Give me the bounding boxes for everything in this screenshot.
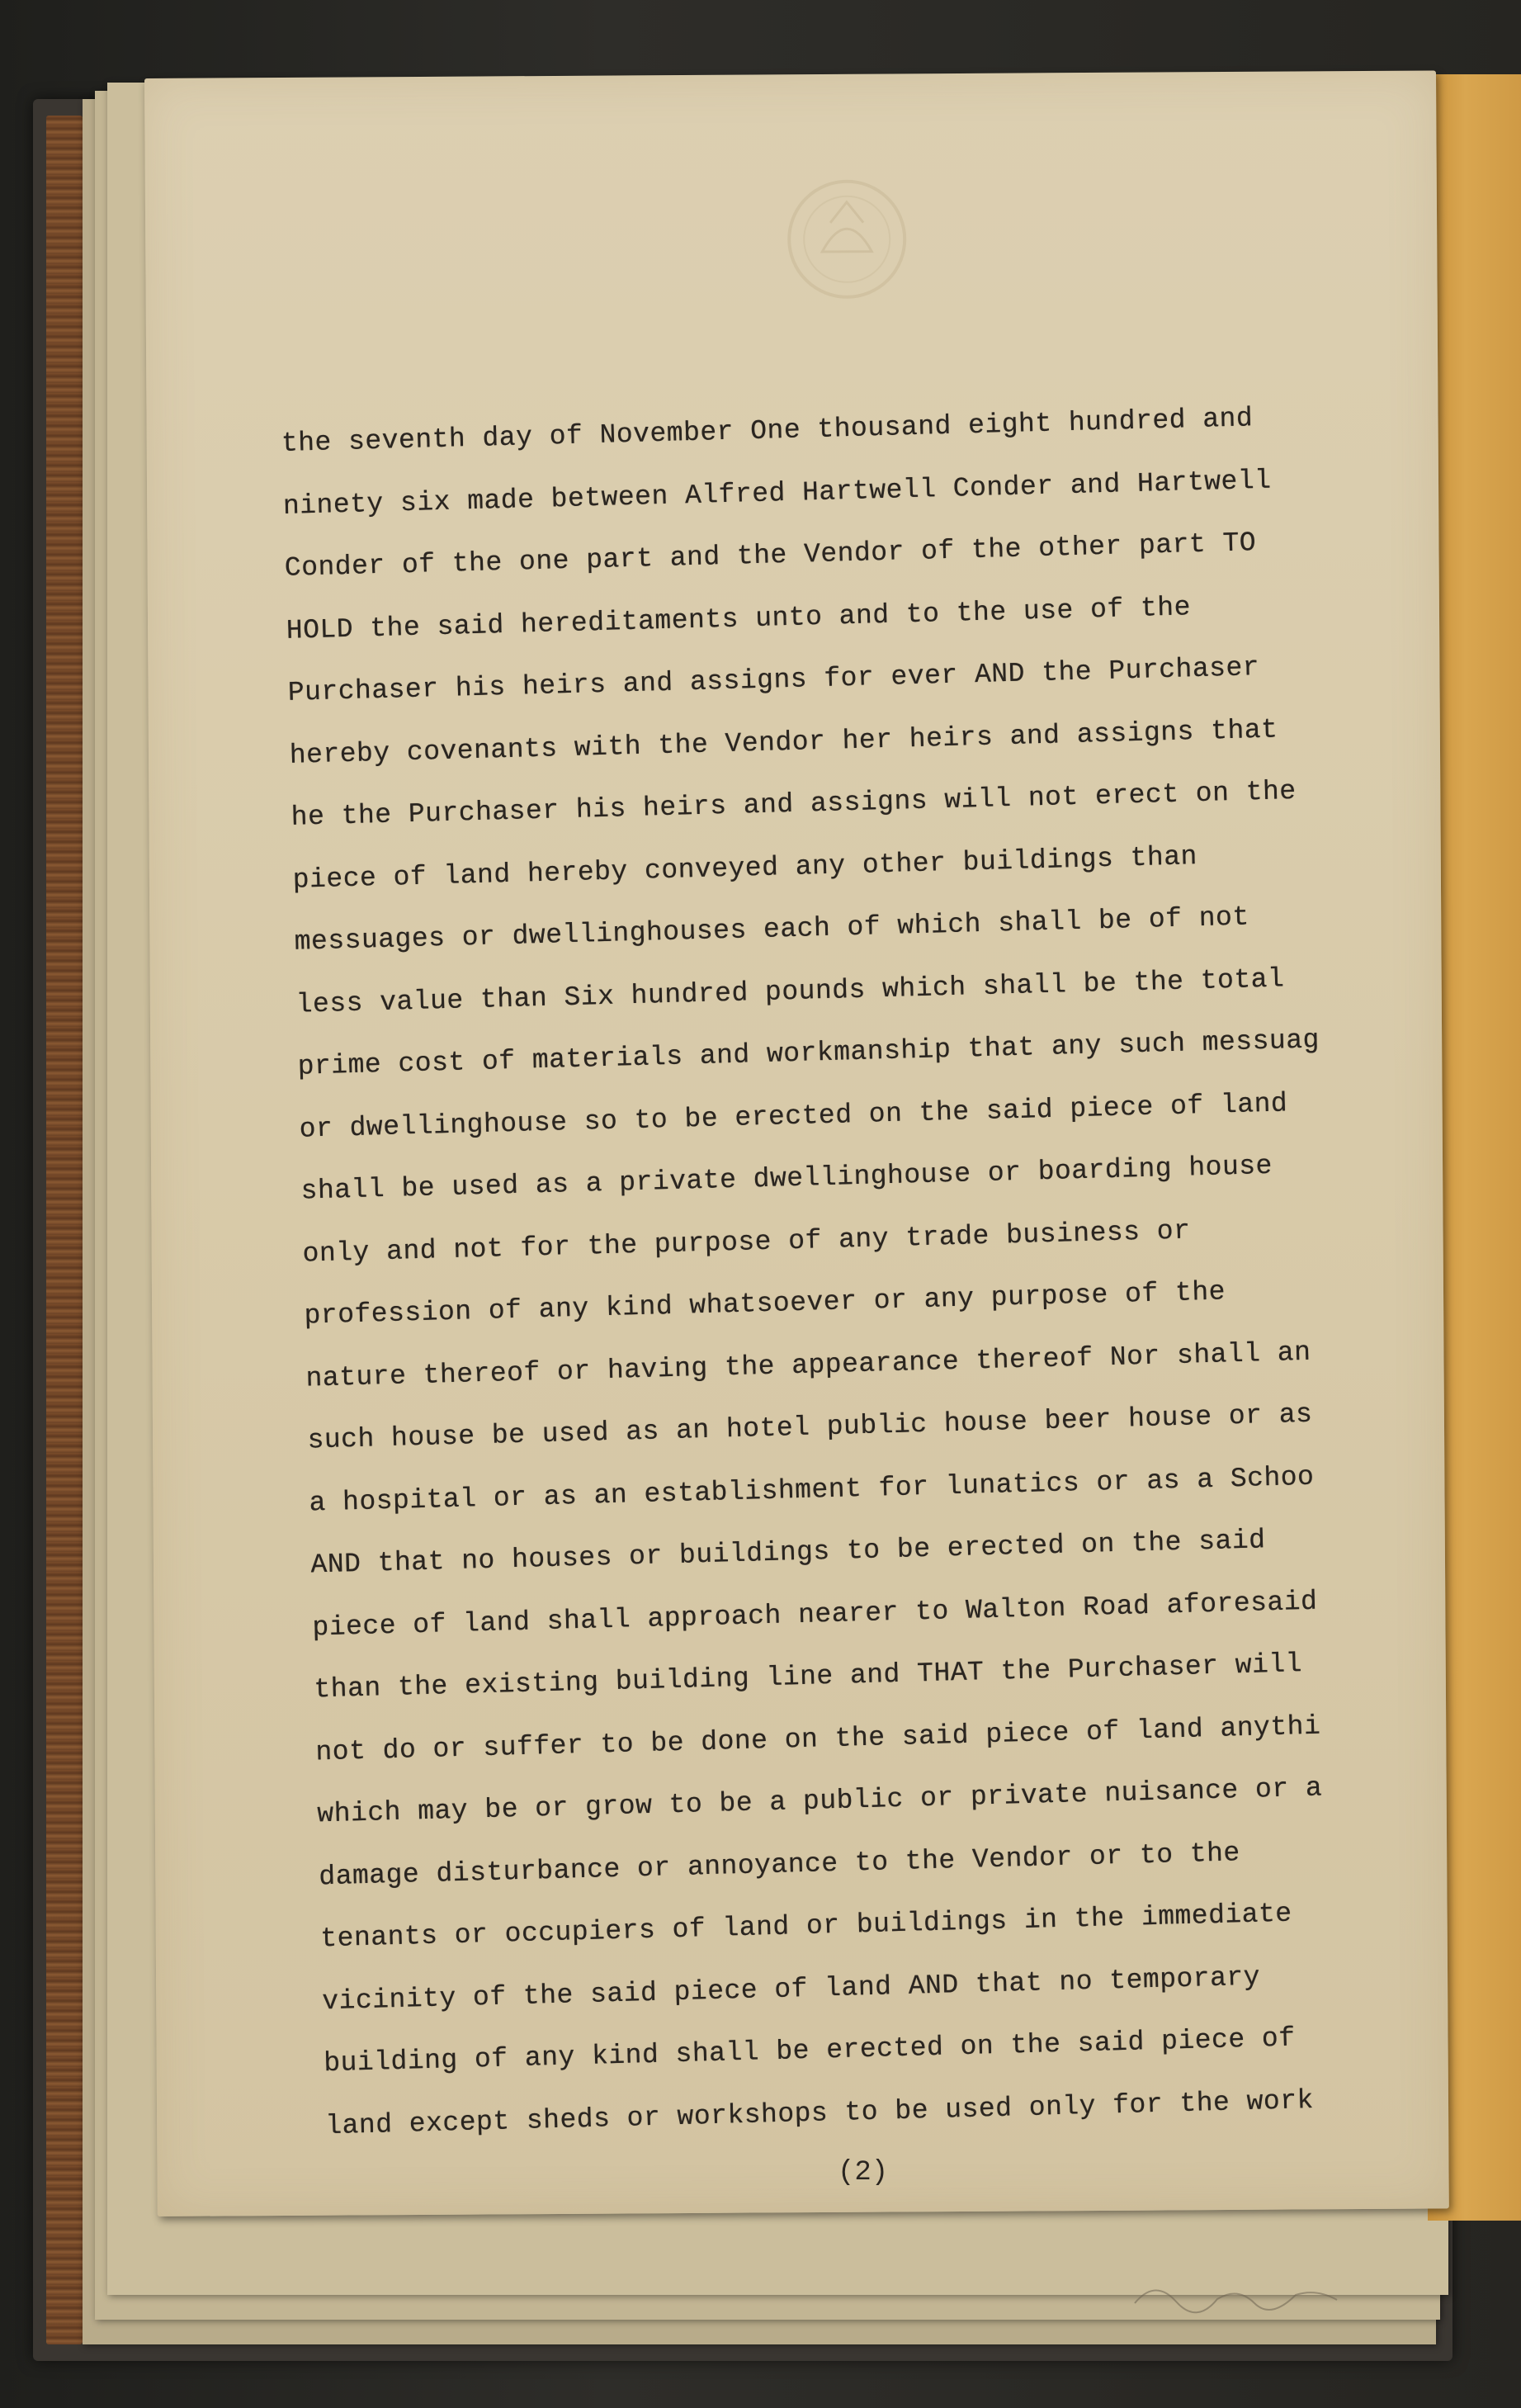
text-line: only and not for the purpose of any trade business or (302, 1214, 1191, 1270)
text-line: which may be or grow to be a public or private nuisance or a (316, 1772, 1323, 1830)
text-line: or dwellinghouse so to be erected on the said piece of land (299, 1087, 1288, 1145)
text-line: piece of land shall approach nearer to Walton Road aforesaid (312, 1586, 1318, 1643)
text-line: not do or suffer to be done on the said piece of land anythi (315, 1710, 1321, 1767)
text-line: shall be used as a private dwellinghouse or boarding house (300, 1150, 1273, 1207)
document-body (281, 383, 1465, 2157)
embossed-seal-icon (781, 173, 914, 305)
text-line: ninety six made between Alfred Hartwell Conder and Hartwell (282, 465, 1272, 522)
text-line: the seventh day of November One thousand eight hundred and (281, 403, 1254, 459)
page-number: (2) (838, 2157, 889, 2188)
text-line: land except sheds or workshops to be used only for the work (324, 2084, 1315, 2141)
text-line: Purchaser his heirs and assigns for ever AND the Purchaser (287, 652, 1260, 708)
text-line: vicinity of the said piece of land AND that no temporary (321, 1961, 1261, 2017)
text-line: profession of any kind whatsoever or any purpose of the (304, 1276, 1226, 1332)
text-line: hereby covenants with the Vendor her heirs and assigns that (289, 714, 1278, 771)
handwritten-mark-icon (1131, 2270, 1345, 2320)
text-line: building of any kind shall be erected on the said piece of (323, 2022, 1297, 2079)
text-line: a hospital or as an establishment for lunatics or as a Schoo (309, 1461, 1315, 1519)
text-line: tenants or occupiers of land or buildings in the immediate (319, 1898, 1293, 1955)
text-line: HOLD the said hereditaments unto and to the use of the (286, 591, 1192, 646)
text-line: nature thereof or having the appearance thereof Nor shall an (305, 1336, 1311, 1394)
marbled-edge (46, 116, 83, 2344)
text-line: Conder of the one part and the Vendor of the other part TO (284, 527, 1257, 584)
text-line: damage disturbance or annoyance to the Vendor or to the (318, 1837, 1241, 1892)
text-line: messuages or dwellinghouses each of which shall be of not (294, 901, 1250, 958)
text-line: prime cost of materials and workmanship that any such messuag (297, 1024, 1320, 1082)
text-line: he the Purchaser his heirs and assigns will not erect on the (291, 775, 1297, 833)
text-line: than the existing building line and THAT the Purchaser will (314, 1649, 1303, 1705)
text-line: piece of land hereby conveyed any other buildings than (292, 840, 1198, 896)
text-line: AND that no houses or buildings to be erected on the said (310, 1525, 1266, 1581)
text-line: less value than Six hundred pounds which shall be the total (295, 963, 1285, 1020)
text-line: such house be used as an hotel public house beer house or as (307, 1398, 1313, 1456)
